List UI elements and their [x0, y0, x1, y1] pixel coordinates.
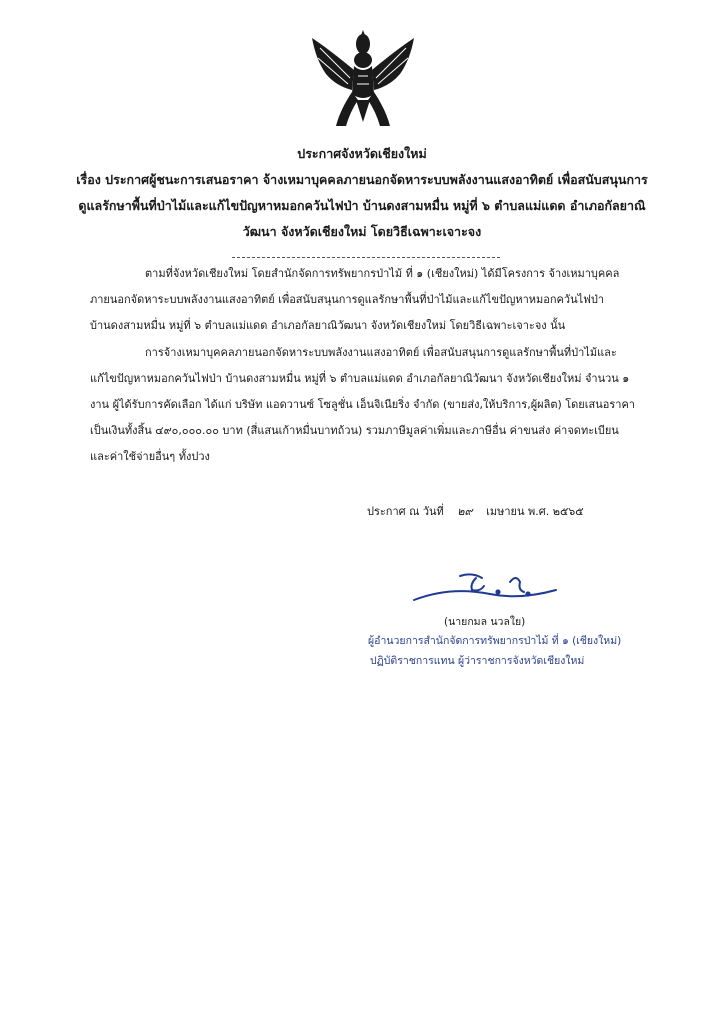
- paragraph2-line-3: งาน ผู้ได้รับการคัดเลือก ได้แก่ บริษัท แอดวานซ์ โซลูชั่น เอ็นจิเนียริ่ง จำกัด (ขายส่ง,ให้บริการ,ผู้ผลิต) โดยเสนอราคา: [90, 398, 635, 411]
- paragraph2-line-5: และค่าใช้จ่ายอื่นๆ ทั้งปวง: [90, 450, 210, 463]
- position-stamp-line-1: ผู้อำนวยการสำนักจัดการทรัพยากรป่าไม้ ที่ ๑ (เชียงใหม่): [368, 635, 622, 647]
- subject-line-1: เรื่อง ประกาศผู้ชนะการเสนอราคา จ้างเหมาบุคคลภายนอกจัดหาระบบพลังงานแสงอาทิตย์ เพื่อสนับสนุนการ: [76, 172, 648, 187]
- paragraph2-line-2: แก้ไขปัญหาหมอกควันไฟป่า บ้านดงสามหมื่น หมู่ที่ ๖ ตำบลแม่แดด อำเภอกัลยาณิวัฒนา จังหวัดเชียงใหม่ จำนวน ๑: [90, 372, 630, 385]
- paragraph2-line-4: เป็นเงินทั้งสิ้น ๔๙๐,๐๐๐.๐๐ บาท (สี่แสนเก้าหมื่นบาทถ้วน) รวมภาษีมูลค่าเพิ่มและภาษีอื่น ค่าขนส่ง ค่าจดทะเบียน: [90, 424, 619, 437]
- announce-prefix: ประกาศ ณ วันที่: [367, 505, 444, 518]
- subject-line-3: วัฒนา จังหวัดเชียงใหม่ โดยวิธีเฉพาะเจาะจง: [242, 224, 482, 239]
- separator-line: [232, 257, 500, 258]
- paragraph1-line-1: ตามที่จังหวัดเชียงใหม่ โดยสำนักจัดการทรัพยากรป่าไม้ ที่ ๑ (เชียงใหม่) ได้มีโครงการ จ้างเหมาบุคคล: [145, 267, 620, 280]
- signer-name: (นายกมล นวลใย): [444, 616, 526, 628]
- paragraph1-line-2: ภายนอกจัดหาระบบพลังงานแสงอาทิตย์ เพื่อสนับสนุนการดูแลรักษาพื้นที่ป่าไม้และแก้ไขปัญหาหมอกควันไฟป่า: [90, 293, 605, 306]
- position-stamp-line-2: ปฏิบัติราชการแทน ผู้ว่าราชการจังหวัดเชียงใหม่: [370, 655, 585, 667]
- announce-day: ๒๙: [457, 505, 473, 518]
- handwritten-signature: [410, 568, 560, 608]
- document-title: ประกาศจังหวัดเชียงใหม่: [297, 146, 427, 161]
- subject-line-2: ดูแลรักษาพื้นที่ป่าไม้และแก้ไขปัญหาหมอกควันไฟป่า บ้านดงสามหมื่น หมู่ที่ ๖ ตำบลแม่แดด อำเภอกัลยาณิ: [78, 198, 646, 213]
- paragraph1-line-3: บ้านดงสามหมื่น หมู่ที่ ๖ ตำบลแม่แดด อำเภอกัลยาณิวัฒนา จังหวัดเชียงใหม่ โดยวิธีเฉพาะเจาะจง นั้น: [90, 319, 566, 332]
- announce-month-year: เมษายน พ.ศ. ๒๕๖๕: [486, 505, 584, 518]
- paragraph2-line-1: การจ้างเหมาบุคคลภายนอกจัดหาระบบพลังงานแสงอาทิตย์ เพื่อสนับสนุนการดูแลรักษาพื้นที่ป่าไม้และ: [145, 346, 617, 359]
- announce-date: [367, 505, 584, 519]
- garuda-emblem-icon: [310, 30, 416, 130]
